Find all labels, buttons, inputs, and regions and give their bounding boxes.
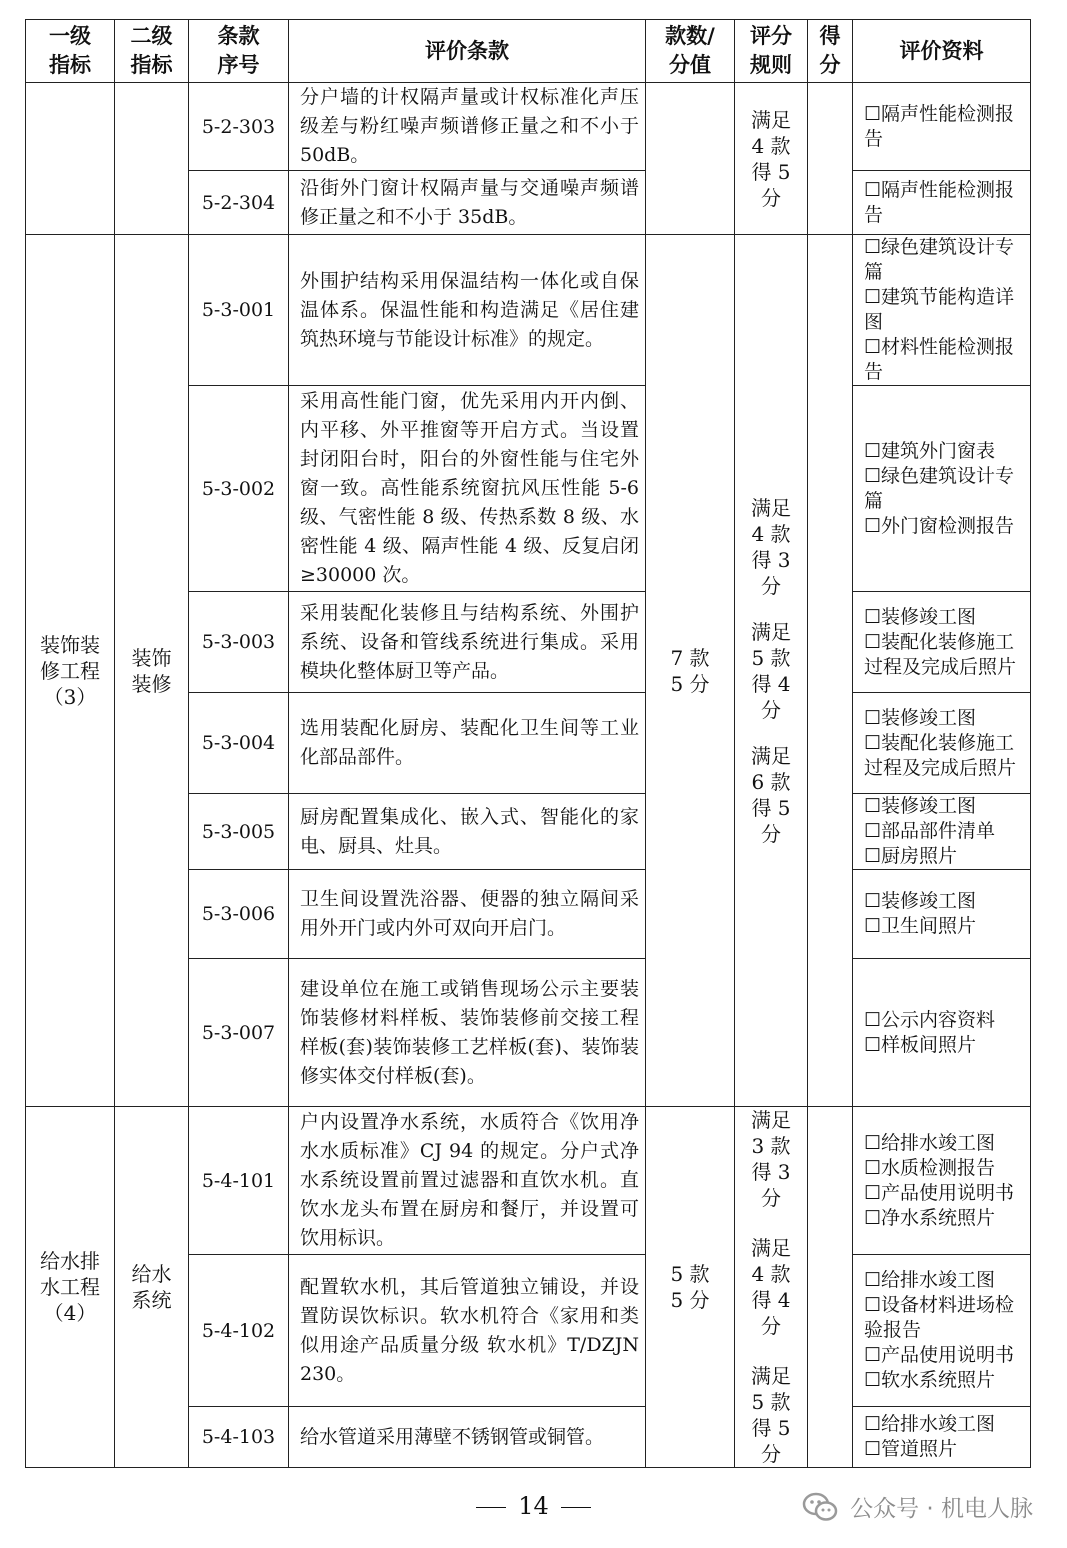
dash-left: [476, 1507, 506, 1508]
clause-code: 5-3-004: [189, 693, 289, 794]
clause-text: 户内设置净水系统，水质符合《饮用净水水质标准》CJ 94 的规定。分户式净水系统设置前置过滤器和直饮水机。直饮水龙头布置在厨房和餐厅，并设置可饮用标识。: [289, 1107, 646, 1255]
rule-cell: 满足 4 款 得 5 分: [735, 83, 808, 235]
evaluation-table: [25, 19, 1031, 1468]
count-cell-empty: [646, 83, 735, 235]
level1-cell: 给水排 水工程 （4）: [26, 1107, 115, 1468]
rule-block: 满足 4 款 得 3 分: [751, 495, 791, 598]
clause-code: 5-2-303: [189, 83, 289, 171]
clause-text: 卫生间设置洗浴器、便器的独立隔间采用外开门或内外可双向开启门。: [289, 870, 646, 959]
clause-code: 5-3-005: [189, 794, 289, 870]
materials-cell: ☐绿色建筑设计专篇 ☐建筑节能构造详图 ☐材料性能检测报告: [853, 235, 1031, 386]
clause-text: 给水管道采用薄壁不锈钢管或铜管。: [289, 1407, 646, 1468]
clause-code: 5-2-304: [189, 171, 289, 235]
dash-right: [561, 1507, 591, 1508]
clause-text: 选用装配化厨房、装配化卫生间等工业化部品部件。: [289, 693, 646, 794]
watermark-text: 公众号 · 机电人脉: [850, 1496, 1033, 1522]
level2-cell: 给水 系统: [115, 1107, 189, 1468]
count-cell: 7 款 5 分: [646, 235, 735, 1107]
level1-cell-empty: [26, 83, 115, 235]
clause-text: 分户墙的计权隔声量或计权标准化声压级差与粉红噪声频谱修正量之和不小于 50dB。: [289, 83, 646, 171]
materials-cell: ☐装修竣工图 ☐部品部件清单 ☐厨房照片: [853, 794, 1031, 870]
clause-code: 5-4-101: [189, 1107, 289, 1255]
materials-cell: ☐装修竣工图 ☐装配化装修施工过程及完成后照片: [853, 693, 1031, 794]
clause-text: 沿街外门窗计权隔声量与交通噪声频谱修正量之和不小于 35dB。: [289, 171, 646, 235]
wechat-icon: [802, 1492, 838, 1522]
header-materials: 评价资料: [853, 20, 1031, 83]
clause-code: 5-3-002: [189, 386, 289, 592]
table-header-row: [26, 20, 1031, 83]
clause-code: 5-4-103: [189, 1407, 289, 1468]
clause-text: 厨房配置集成化、嵌入式、智能化的家电、厨具、灶具。: [289, 794, 646, 870]
materials-cell: ☐给排水竣工图 ☐管道照片: [853, 1407, 1031, 1468]
clause-text: 配置软水机，其后管道独立铺设，并设置防误饮标识。软水机符合《家用和类似用途产品质量分级 软水机》T/DZJN 230。: [289, 1255, 646, 1407]
header-rule: 评分 规则: [735, 20, 808, 83]
clause-text: 采用装配化装修且与结构系统、外围护系统、设备和管线系统进行集成。采用模块化整体厨卫等产品。: [289, 592, 646, 693]
header-score: 得 分: [808, 20, 853, 83]
score-cell: [808, 1107, 853, 1468]
page-number-text: 14: [518, 1492, 549, 1520]
clause-code: 5-4-102: [189, 1255, 289, 1407]
materials-cell: ☐隔声性能检测报告: [853, 83, 1031, 171]
clause-text: 采用高性能门窗，优先采用内开内倒、内平移、外平推窗等开启方式。当设置封闭阳台时，阳台的外窗性能与住宅外窗一致。高性能系统窗抗风压性能 5-6 级、气密性能 8 级、传热系数 8 级、水密性能 4 级、隔声性能 4 级、反复启闭≥30000 次。: [289, 386, 646, 592]
materials-cell: ☐装修竣工图 ☐卫生间照片: [853, 870, 1031, 959]
clause-text: 外围护结构采用保温结构一体化或自保温体系。保温性能和构造满足《居住建筑热环境与节能设计标准》的规定。: [289, 235, 646, 386]
materials-cell: ☐给排水竣工图 ☐水质检测报告 ☐产品使用说明书 ☐净水系统照片: [853, 1107, 1031, 1255]
header-clause-no: 条款 序号: [189, 20, 289, 83]
materials-cell: ☐装修竣工图 ☐装配化装修施工过程及完成后照片: [853, 592, 1031, 693]
materials-cell: ☐公示内容资料 ☐样板间照片: [853, 959, 1031, 1107]
clause-code: 5-3-007: [189, 959, 289, 1107]
materials-cell: ☐建筑外门窗表 ☐绿色建筑设计专篇 ☐外门窗检测报告: [853, 386, 1031, 592]
materials-cell: ☐给排水竣工图 ☐设备材料进场检验报告 ☐产品使用说明书 ☐软水系统照片: [853, 1255, 1031, 1407]
score-cell: [808, 235, 853, 1107]
clause-code: 5-3-006: [189, 870, 289, 959]
clause-code: 5-3-001: [189, 235, 289, 386]
score-cell: [808, 83, 853, 235]
header-level1: 一级 指标: [26, 20, 115, 83]
count-cell: 5 款 5 分: [646, 1107, 735, 1468]
level2-cell: 装饰 装修: [115, 235, 189, 1107]
rule-block: 满足 5 款 得 5 分: [751, 1364, 791, 1466]
level1-cell: 装饰装 修工程 （3）: [26, 235, 115, 1107]
clause-text: 建设单位在施工或销售现场公示主要装饰装修材料样板、装饰装修前交接工程样板(套)装饰装修工艺样板(套)、装饰装修实体交付样板(套)。: [289, 959, 646, 1107]
materials-cell: ☐隔声性能检测报告: [853, 171, 1031, 235]
header-level2: 二级 指标: [115, 20, 189, 83]
watermark: [802, 1490, 1033, 1523]
rule-block: 满足 4 款 得 4 分: [751, 1236, 791, 1338]
header-count: 款数/ 分值: [646, 20, 735, 83]
table-row: [26, 235, 1031, 386]
header-clause: 评价条款: [289, 20, 646, 83]
clause-code: 5-3-003: [189, 592, 289, 693]
rule-block: 满足 3 款 得 3 分: [751, 1108, 791, 1210]
table-row: [26, 1107, 1031, 1255]
rule-block: 满足 6 款 得 5 分: [751, 743, 791, 846]
rule-cell: [735, 1107, 808, 1468]
rule-block: 满足 5 款 得 4 分: [751, 619, 791, 722]
level2-cell-empty: [115, 83, 189, 235]
rule-cell: [735, 235, 808, 1107]
table-row: [26, 83, 1031, 171]
